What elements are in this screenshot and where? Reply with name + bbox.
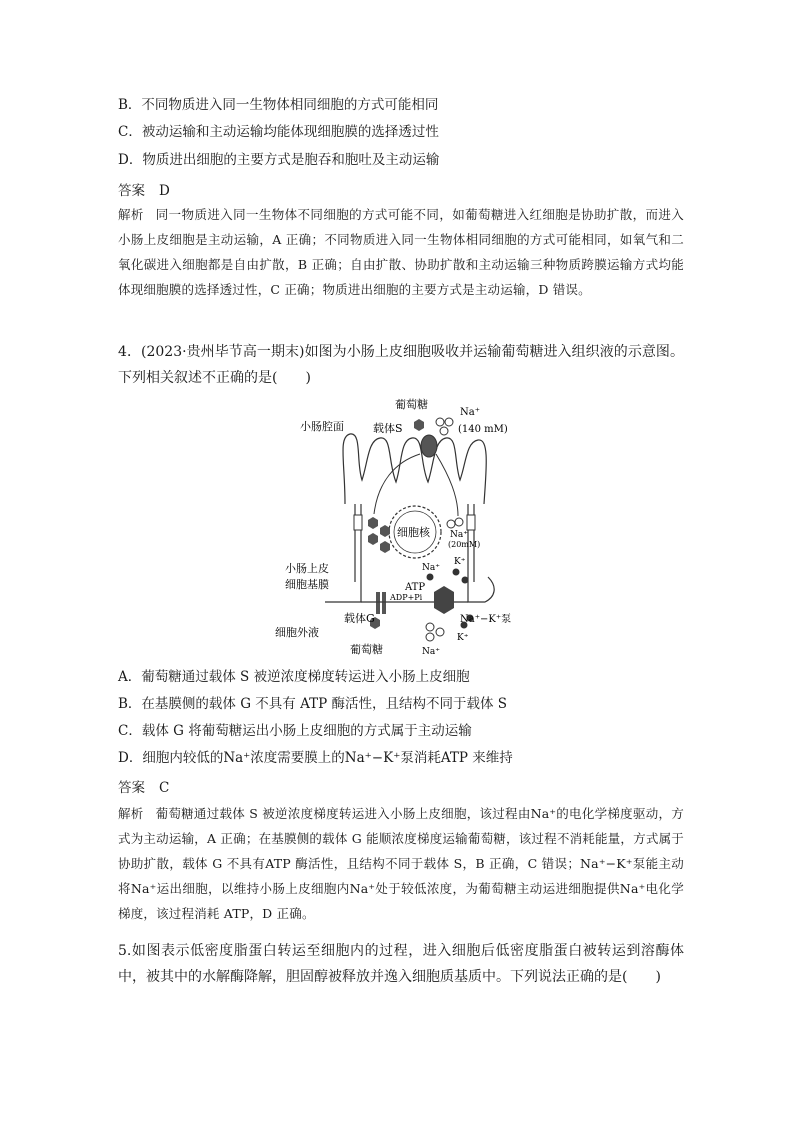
na-k-pump-icon: [434, 586, 454, 614]
option-c-4: C．载体 G 将葡萄糖运出小肠上皮细胞的方式属于主动运输: [118, 723, 472, 739]
option-c-prev: C．被动运输和主动运输均能体现细胞膜的选择透过性: [118, 124, 439, 140]
fig-label-na-pump: Na⁺: [422, 563, 440, 573]
glucose-transport-figure: [260, 392, 530, 662]
fig-label-na-top: Na⁺: [460, 407, 480, 418]
option-b-prev: B．不同物质进入同一生物体相同细胞的方式可能相同: [118, 97, 439, 113]
question-4: 4．(2023·贵州毕节高一期末)如图为小肠上皮细胞吸收并运输葡萄糖进入组织液的示意图。下列相关叙述不正确的是( ): [118, 344, 684, 386]
answer-value: C: [159, 780, 170, 796]
answer-prev: [118, 179, 170, 199]
analysis-prev: [118, 202, 684, 302]
analysis-4: [118, 801, 684, 926]
analysis-label: 解析: [118, 207, 144, 222]
carrier-s-icon: [421, 435, 437, 457]
answer-4: [118, 776, 169, 796]
fig-label-basal1: 小肠上皮: [285, 562, 329, 575]
fig-label-glucose-top: 葡萄糖: [395, 398, 428, 411]
fig-label-k-pump: K⁺: [454, 557, 466, 567]
question-5: 5.如图表示低密度脂蛋白转运至细胞内的过程，进入细胞后低密度脂蛋白被转运到溶酶体中，被其中的水解酶降解，胆固醇被释放并逸入细胞质基质中。下列说法正确的是( ): [118, 943, 684, 985]
fig-label-glucose-bottom: 葡萄糖: [350, 643, 383, 656]
analysis-label: 解析: [118, 806, 144, 821]
fig-label-adp: ADP+Pi: [390, 593, 423, 602]
answer-value: D: [159, 183, 170, 199]
fig-label-extracellular: 细胞外液: [275, 626, 319, 639]
fig-label-na-conc-top: (140 mM): [458, 424, 508, 435]
answer-label: 答案: [118, 183, 145, 199]
analysis-text: 同一物质进入同一生物体不同细胞的方式可能不同，如葡萄糖进入红细胞是协助扩散，而进入小肠上皮细胞是主动运输，A 正确；不同物质进入同一生物体相同细胞的方式可能相同，如氧气和二氧化碳进入细胞都是自由扩散，B 正确；自由扩散、协助扩散和主动运输三种物质跨膜运输方式均能体现细胞膜的选择透过性，C 正确；物质进出细胞的主要方式是主动运输，D 错误。: [118, 207, 684, 297]
fig-label-nucleus: 细胞核: [397, 526, 430, 539]
tight-junction-right: [467, 515, 475, 530]
option-b-4: B．在基膜侧的载体 G 不具有 ATP 酶活性，且结构不同于载体 S: [118, 696, 508, 712]
fig-label-na-out: Na⁺: [422, 647, 440, 657]
fig-label-basal2: 细胞基膜: [285, 578, 329, 591]
tight-junction-left: [354, 515, 362, 530]
option-d-4: D．细胞内较低的Na⁺浓度需要膜上的Na⁺−K⁺泵消耗ATP 来维持: [118, 750, 513, 766]
apical-membrane: [343, 434, 486, 504]
option-d-prev: D．物质进出细胞的主要方式是胞吞和胞吐及主动运输: [118, 152, 440, 168]
glucose-top-icon: [414, 419, 424, 431]
fig-label-carrier-g: 载体G: [344, 612, 375, 625]
fig-label-carrier-s: 载体S: [373, 422, 403, 435]
fig-label-k-out: K⁺: [457, 633, 469, 643]
fig-label-lumen: 小肠腔面: [300, 420, 344, 433]
carrier-g-icon: [376, 592, 380, 614]
fig-label-na-conc-inside: (20mM): [448, 540, 481, 549]
analysis-text: 葡萄糖通过载体 S 被逆浓度梯度转运进入小肠上皮细胞，该过程由Na⁺的电化学梯度驱动，方式为主动运输，A 正确；在基膜侧的载体 G 能顺浓度梯度运输葡萄糖，该过程不消耗能量，方式属于协助扩散，载体 G 不具有ATP 酶活性，且结构不同于载体 S，B 正确，C 错误；Na⁺−K⁺泵能主动将Na⁺运出细胞，以维持小肠上皮细胞内Na⁺处于较低浓度，为葡萄糖主动运进细胞提供Na⁺电化学梯度，该过程消耗 ATP，D 正确。: [118, 806, 684, 921]
na-top-icon: [436, 418, 444, 426]
fig-label-atp: ATP: [405, 582, 426, 593]
option-a-4: A．葡萄糖通过载体 S 被逆浓度梯度转运进入小肠上皮细胞: [118, 669, 470, 685]
fig-label-na-inside: Na⁺: [450, 530, 468, 540]
answer-label: 答案: [118, 780, 145, 796]
fig-label-pump: Na⁺−K⁺泵: [460, 614, 512, 625]
